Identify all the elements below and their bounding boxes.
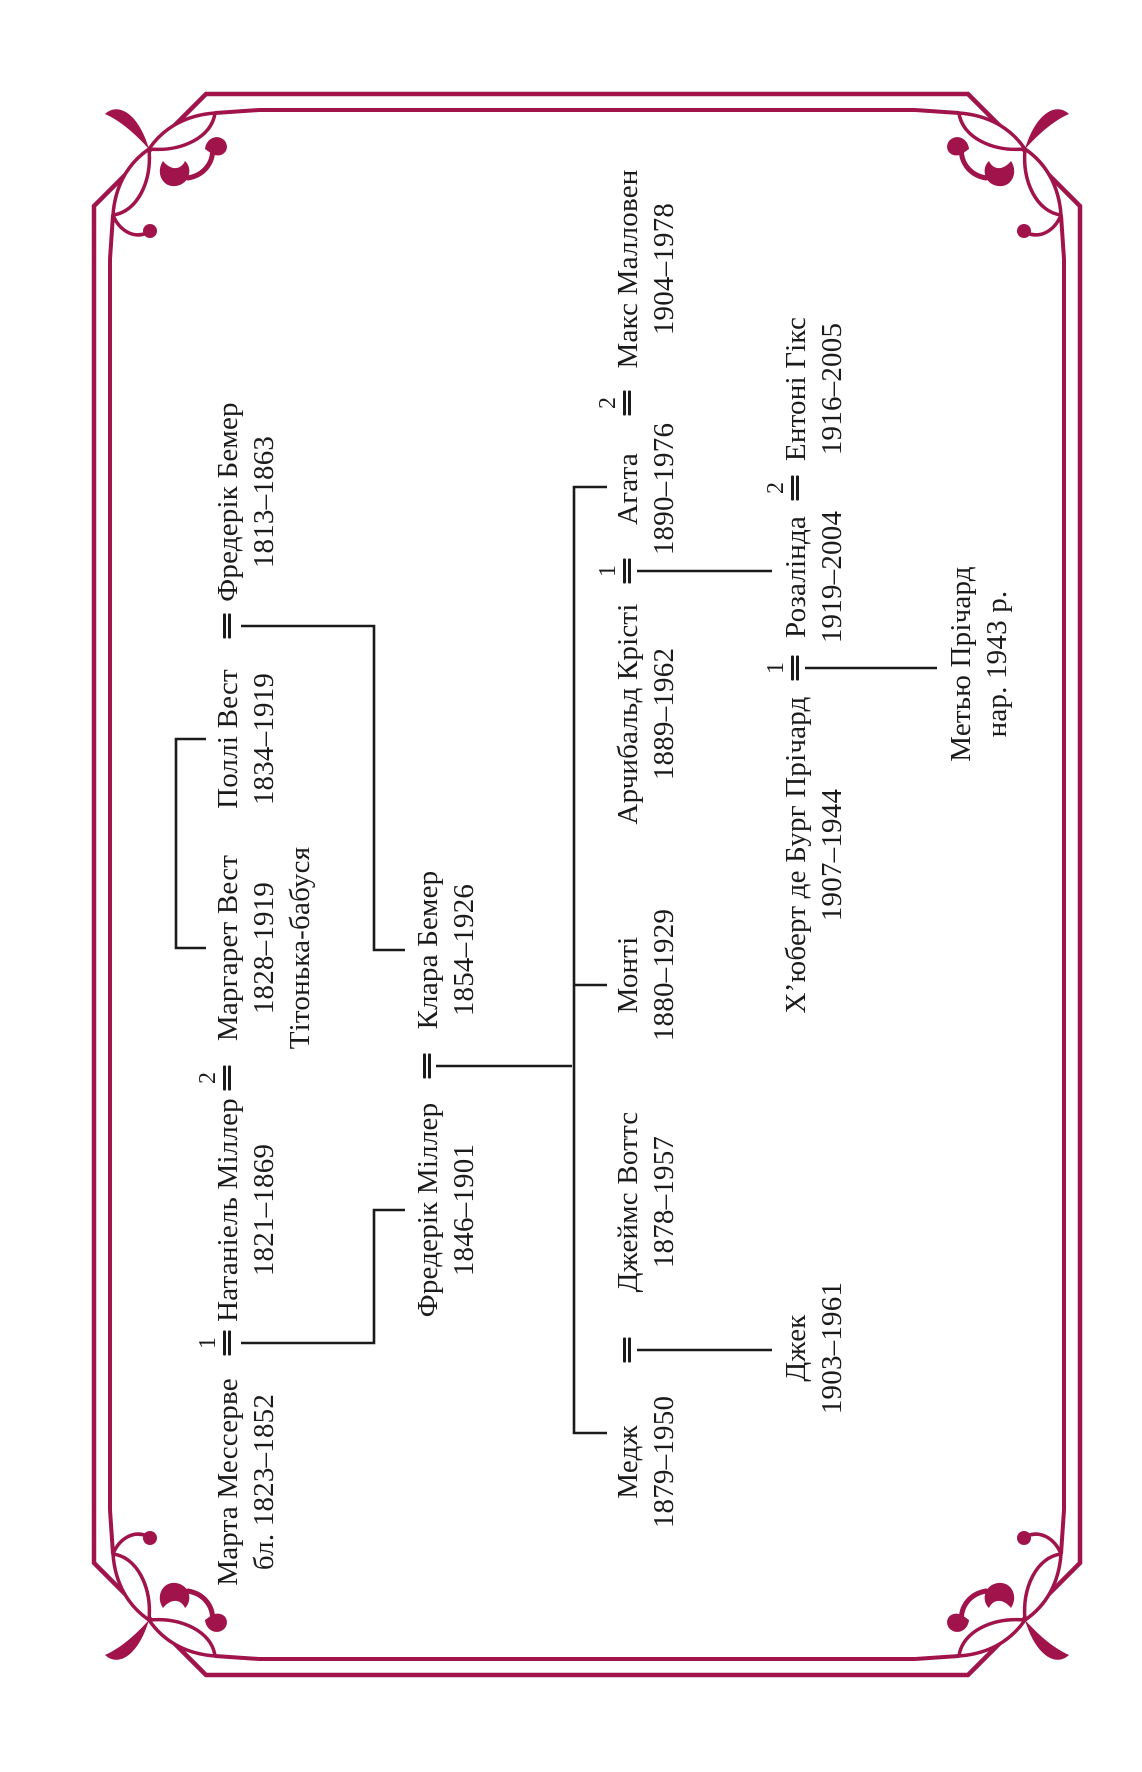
marriage-sign-miller-clara bbox=[421, 1054, 433, 1079]
marriage-sign-agatha-max bbox=[595, 391, 633, 416]
person-name: Клара Бемер bbox=[412, 870, 444, 1030]
marriage-order-label: 2 bbox=[763, 482, 789, 494]
equals-sign bbox=[621, 559, 633, 584]
person-clara-boehmer bbox=[410, 871, 482, 1030]
person-name: Монті bbox=[612, 936, 644, 1014]
person-name: Джеймс Воттс bbox=[612, 1111, 644, 1293]
person-dates: 1903–1961 bbox=[816, 1281, 848, 1415]
person-hubert-prichard bbox=[778, 697, 850, 1014]
equals-sign bbox=[221, 614, 233, 639]
person-name: Макс Малловен bbox=[612, 169, 644, 369]
person-name: Фредерік Бемер bbox=[212, 402, 244, 602]
person-name: Метью Прічард bbox=[945, 566, 977, 762]
person-name: Фредерік Міллер bbox=[412, 1102, 444, 1318]
person-jack bbox=[778, 1282, 850, 1414]
person-name: Поллі Вест bbox=[212, 669, 244, 809]
marriage-order-label: 1 bbox=[763, 662, 789, 674]
equals-sign bbox=[789, 656, 801, 681]
person-dates: 1907–1944 bbox=[816, 788, 848, 922]
equals-sign bbox=[421, 1054, 433, 1079]
person-name: Х’юберт де Бург Прічард bbox=[780, 696, 812, 1014]
person-dates: 1889–1962 bbox=[648, 647, 680, 781]
person-margaret-west bbox=[210, 847, 318, 1049]
person-name: Розалінда bbox=[780, 516, 812, 638]
person-dates: 1879–1950 bbox=[648, 1395, 680, 1529]
marriage-sign-archibald-agatha bbox=[595, 559, 633, 584]
person-name: Джек bbox=[780, 1314, 812, 1382]
person-james-watts bbox=[610, 1112, 682, 1293]
person-archibald-christie bbox=[610, 603, 682, 824]
person-dates: нар. 1943 р. bbox=[981, 590, 1013, 738]
marriage-sign-polly-boehmer bbox=[221, 614, 233, 639]
person-dates: 1846–1901 bbox=[448, 1143, 480, 1277]
marriage-sign-madge-james bbox=[621, 1338, 633, 1363]
equals-sign bbox=[789, 476, 801, 501]
person-monty bbox=[610, 909, 682, 1041]
person-dates: бл. 1823–1852 bbox=[248, 1393, 280, 1571]
marriage-order-label: 1 bbox=[195, 1337, 221, 1349]
person-name: Агата bbox=[612, 453, 644, 525]
person-name: Арчибальд Крісті bbox=[612, 603, 644, 825]
person-nathaniel-miller bbox=[210, 1098, 282, 1322]
marriage-sign-rosalind-anthony bbox=[763, 476, 801, 501]
person-madge bbox=[610, 1396, 682, 1528]
marriage-order-label: 1 bbox=[595, 565, 621, 577]
person-name: Медж bbox=[612, 1425, 644, 1499]
person-dates: 1890–1976 bbox=[648, 422, 680, 556]
person-dates: 1878–1957 bbox=[648, 1135, 680, 1269]
person-matthew-prichard bbox=[943, 566, 1015, 762]
marriage-order-label: 2 bbox=[595, 397, 621, 409]
equals-sign bbox=[221, 1066, 233, 1091]
person-note: Тітонька-бабуся bbox=[284, 846, 316, 1050]
person-frederick-miller bbox=[410, 1103, 482, 1318]
equals-sign bbox=[221, 1331, 233, 1356]
person-max-mallowan bbox=[610, 169, 682, 368]
person-dates: 1919–2004 bbox=[816, 510, 848, 644]
person-anthony-hicks bbox=[778, 317, 850, 461]
person-name: Ентоні Гікс bbox=[780, 316, 812, 462]
person-agatha-christie bbox=[610, 423, 682, 555]
person-name: Натаніель Міллер bbox=[212, 1098, 244, 1322]
person-name: Марта Мессерве bbox=[212, 1378, 244, 1586]
equals-sign bbox=[621, 1338, 633, 1363]
person-rosalind bbox=[778, 511, 850, 643]
person-polly-west bbox=[210, 669, 282, 809]
person-dates: 1813–1863 bbox=[248, 435, 280, 569]
person-name: Маргарет Вест bbox=[212, 854, 244, 1042]
person-dates: 1904–1978 bbox=[648, 202, 680, 336]
person-dates: 1828–1919 bbox=[248, 881, 280, 1015]
person-dates: 1854–1926 bbox=[448, 883, 480, 1017]
person-dates: 1916–2005 bbox=[816, 322, 848, 456]
person-dates: 1834–1919 bbox=[248, 672, 280, 806]
marriage-order-label: 2 bbox=[195, 1072, 221, 1084]
equals-sign bbox=[621, 391, 633, 416]
person-frederick-boehmer bbox=[210, 402, 282, 601]
marriage-sign-nathaniel-margaret bbox=[195, 1066, 233, 1091]
person-dates: 1880–1929 bbox=[648, 908, 680, 1042]
marriage-sign-hubert-rosalind bbox=[763, 656, 801, 681]
person-martha-messervey bbox=[210, 1378, 282, 1586]
person-dates: 1821–1869 bbox=[248, 1143, 280, 1277]
marriage-sign-martha-nathaniel bbox=[195, 1331, 233, 1356]
